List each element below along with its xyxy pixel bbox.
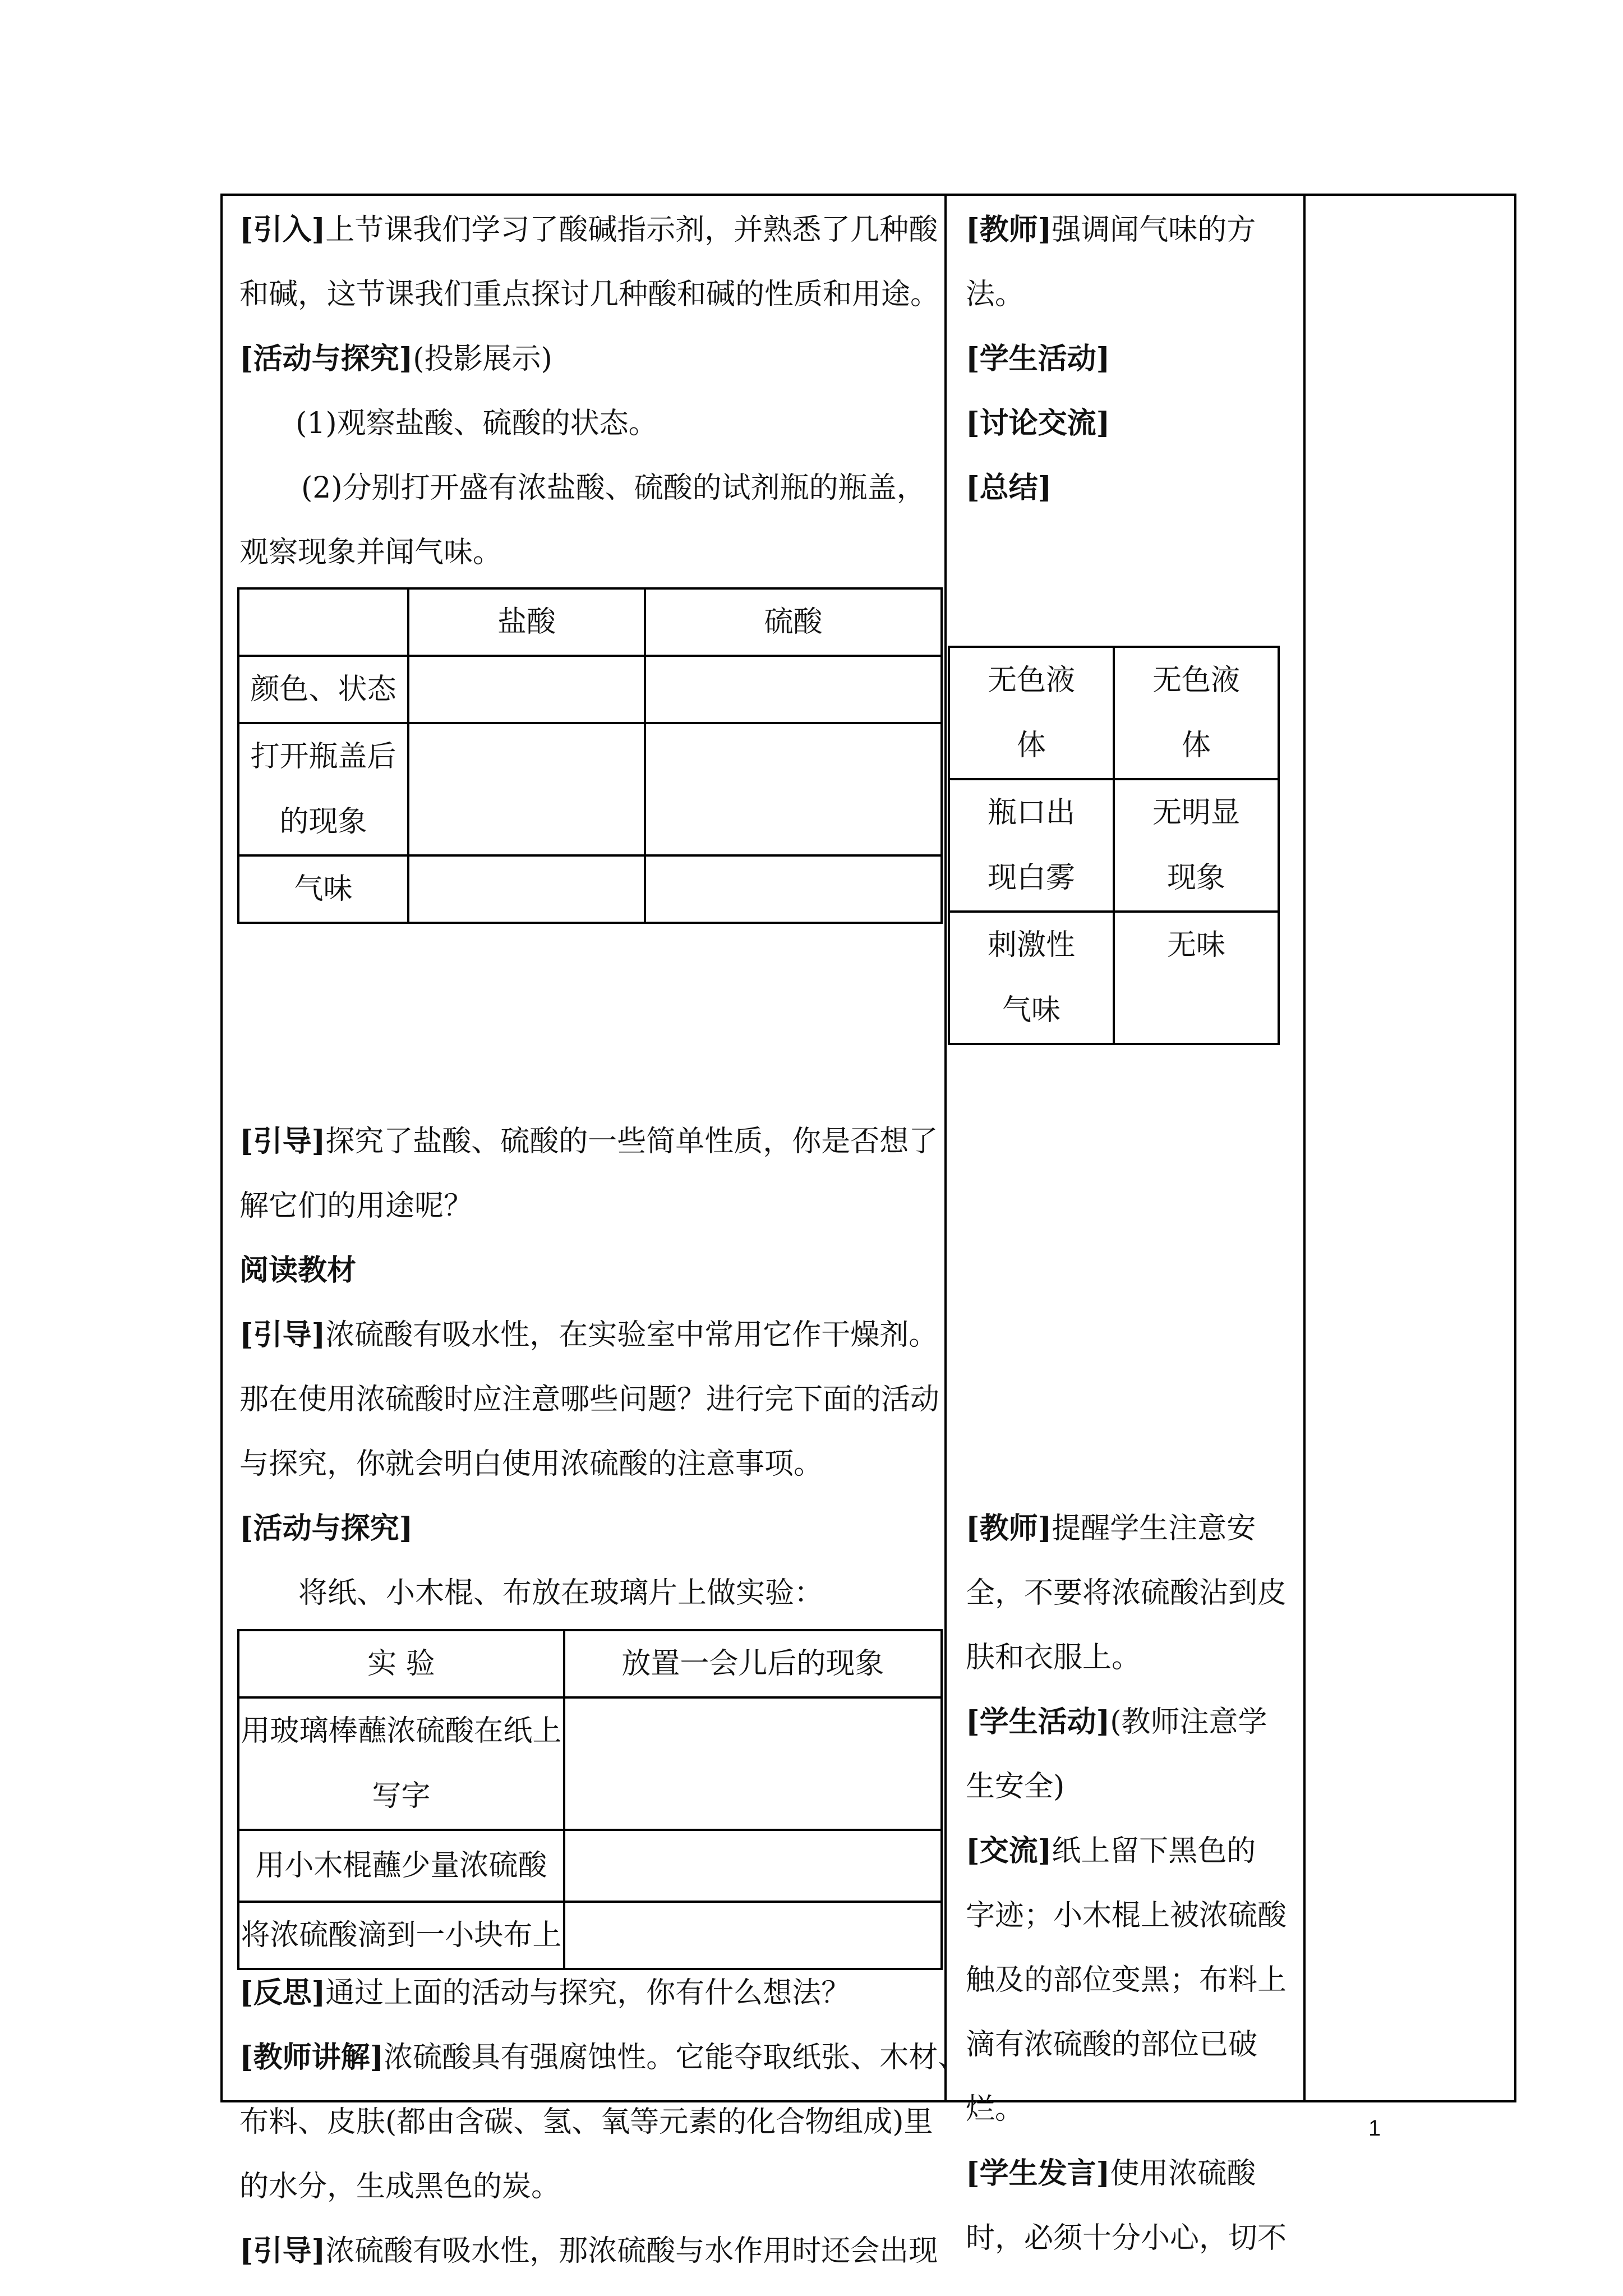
student-activity-line: [学生活动](教师注意学 — [966, 1705, 1267, 1739]
table-header: 实 验 — [238, 1630, 564, 1697]
table-cell — [645, 656, 942, 723]
row-label: 用玻璃棒蘸浓硫酸在纸上 写字 — [238, 1697, 564, 1830]
text-line: 全，不要将浓硫酸沾到皮 — [966, 1576, 1287, 1610]
table-cell — [408, 723, 645, 855]
text-line: 字迹；小木棍上被浓硫酸 — [966, 1899, 1287, 1932]
table-row — [238, 1630, 942, 1697]
table-row — [238, 588, 942, 656]
table-row — [238, 855, 942, 923]
text-line: 布料、皮肤(都由含碳、氢、氧等元素的化合物组成)里 — [239, 2105, 933, 2139]
intro-line: [引入]上节课我们学习了酸碱指示剂，并熟悉了几种酸 — [239, 213, 938, 247]
student-activity-heading: [学生活动] — [966, 342, 1110, 376]
summary-heading: [总结] — [966, 471, 1052, 505]
table-header: 放置一会儿后的现象 — [564, 1630, 942, 1697]
text-line: 烂。 — [966, 2092, 1025, 2126]
table-cell — [564, 1697, 942, 1830]
acid-properties-table — [237, 587, 943, 924]
table-cell — [238, 588, 408, 656]
text-line: 将纸、小木棍、布放在玻璃片上做实验： — [298, 1576, 824, 1610]
text-line: 时，必须十分小心，切不 — [966, 2221, 1287, 2255]
reflection-line: [反思]通过上面的活动与探究，你有什么想法？ — [239, 1976, 851, 2010]
column-divider-1 — [944, 196, 947, 2100]
guide-line: [引导]探究了盐酸、硫酸的一些简单性质，你是否想了 — [239, 1124, 938, 1158]
text-line: 与探究，你就会明白使用浓硫酸的注意事项。 — [239, 1447, 823, 1481]
activity-heading: [活动与探究] — [239, 1511, 413, 1545]
discussion-heading: [讨论交流] — [966, 406, 1110, 440]
table-cell — [408, 656, 645, 723]
notes-column — [1306, 196, 1514, 2100]
table-row — [238, 1830, 942, 1902]
text-line: (1)观察盐酸、硫酸的状态。 — [296, 407, 658, 440]
table-cell: 瓶口出 现白雾 — [949, 779, 1114, 912]
text-line: 的水分，生成黑色的炭。 — [239, 2170, 561, 2203]
text-line: 法。 — [966, 278, 1025, 311]
text-line: 肤和衣服上。 — [966, 1641, 1141, 1674]
row-label: 将浓硫酸滴到一小块布上 — [238, 1902, 564, 1969]
row-label: 打开瓶盖后 的现象 — [238, 723, 408, 855]
experiment-table — [237, 1629, 943, 1970]
table-row — [949, 647, 1279, 779]
table-cell — [408, 855, 645, 923]
lesson-plan-table — [220, 194, 1516, 2268]
table-cell — [564, 1830, 942, 1902]
text-line: 解它们的用途呢？ — [239, 1189, 473, 1223]
student-speech-line: [学生发言]使用浓硫酸 — [966, 2156, 1256, 2191]
text-line: 生安全) — [966, 1770, 1065, 1803]
row-label: 颜色、状态 — [238, 656, 408, 723]
table-cell: 刺激性 气味 — [949, 912, 1114, 1044]
text-line: 触及的部位变黑；布料上 — [966, 1963, 1287, 1997]
table-cell — [645, 855, 942, 923]
exchange-line: [交流]纸上留下黑色的 — [966, 1834, 1256, 1868]
text-line: 和碱，这节课我们重点探讨几种酸和碱的性质和用途。 — [239, 278, 940, 311]
lecture-line: [教师讲解]浓硫酸具有强腐蚀性。它能夺取纸张、木材、 — [239, 2040, 967, 2074]
activity-line: [活动与探究](投影展示) — [239, 342, 552, 376]
row-label: 用小木棍蘸少量浓硫酸 — [238, 1830, 564, 1902]
page-number: 1 — [1368, 2116, 1381, 2141]
text-line: 观察现象并闻气味。 — [239, 536, 502, 569]
teacher-line: [教师]提醒学生注意安 — [966, 1511, 1256, 1545]
table-cell: 无明显 现象 — [1114, 779, 1279, 912]
table-header: 硫酸 — [645, 588, 942, 656]
table-row — [238, 1902, 942, 1969]
table-cell — [564, 1902, 942, 1969]
table-row — [238, 1697, 942, 1830]
table-header: 盐酸 — [408, 588, 645, 656]
text-line: (2)分别打开盛有浓盐酸、硫酸的试剂瓶的瓶盖， — [301, 471, 926, 505]
table-row — [238, 656, 942, 723]
table-cell: 无味 — [1114, 912, 1279, 1044]
table-row — [949, 912, 1279, 1044]
row-label: 气味 — [238, 855, 408, 923]
table-cell: 无色液 体 — [949, 647, 1114, 779]
teacher-line: [教师]强调闻气味的方 — [966, 213, 1256, 247]
reading-heading: 阅读教材 — [239, 1253, 357, 1287]
text-line: 那在使用浓硫酸时应注意哪些问题？进行完下面的活动 — [239, 1383, 940, 1416]
table-row — [949, 779, 1279, 912]
table-row — [238, 723, 942, 855]
table-cell: 无色液 体 — [1114, 647, 1279, 779]
text-line: 滴有浓硫酸的部位已破 — [966, 2028, 1258, 2062]
summary-table — [948, 646, 1280, 1045]
table-cell — [645, 723, 942, 855]
guide-line: [引导]浓硫酸有吸水性，在实验室中常用它作干燥剂。 — [239, 1318, 938, 1352]
guide-line: [引导]浓硫酸有吸水性，那浓硫酸与水作用时还会出现 — [239, 2234, 938, 2268]
